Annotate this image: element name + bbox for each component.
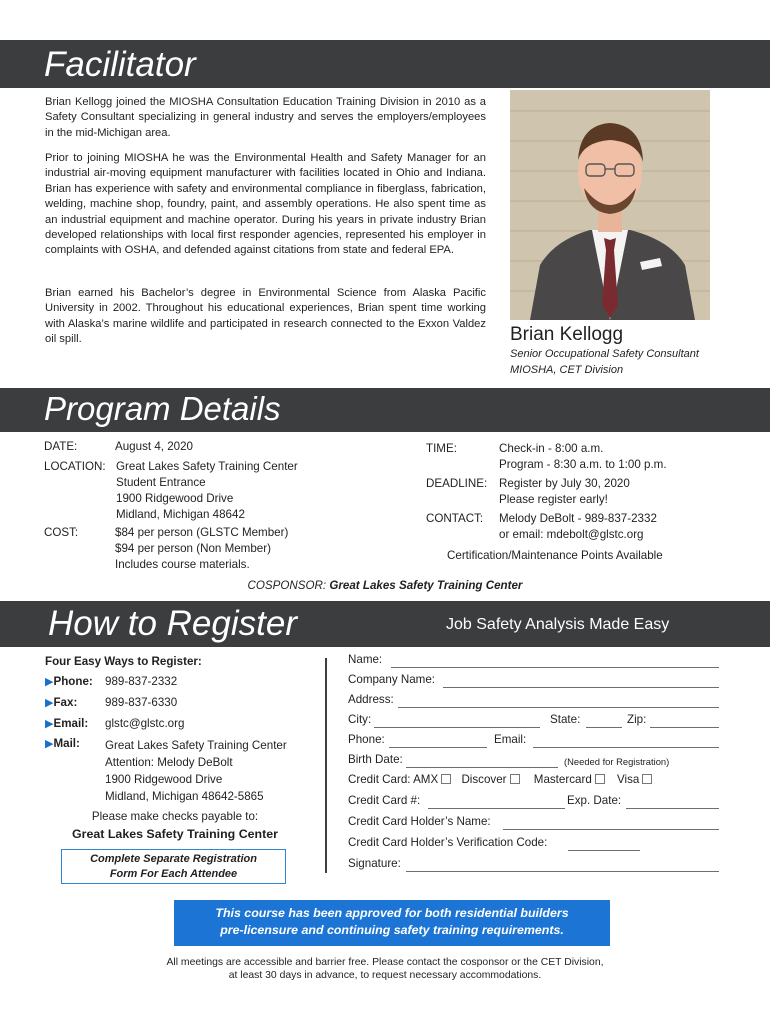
birth-date-label: Birth Date:	[348, 753, 403, 766]
register-header-band	[0, 601, 770, 647]
phone-number: 989-837-2332	[105, 675, 178, 688]
triangle-right-icon: ▶	[45, 718, 54, 730]
exp-date-input[interactable]	[626, 808, 719, 809]
amx-label: Credit Card: AMX	[348, 773, 439, 786]
visa-label: Visa	[617, 773, 640, 786]
email-method: ▶Email:	[45, 717, 89, 730]
facilitator-name: Brian Kellogg	[510, 324, 624, 345]
phone-label: Phone:	[348, 733, 385, 746]
company-input[interactable]	[443, 687, 719, 688]
location-value: Great Lakes Safety Training Center Student Entrance 1900 Ridgewood Drive Midland, Michigan 48642	[116, 460, 298, 521]
cosponsor-label: COSPONSOR:	[247, 579, 327, 592]
card-number-input[interactable]	[428, 808, 565, 809]
address-input[interactable]	[398, 707, 719, 708]
company-label: Company Name:	[348, 673, 435, 686]
card-number-label: Credit Card #:	[348, 794, 421, 807]
cosponsor-line	[0, 579, 770, 592]
triangle-right-icon: ▶	[45, 738, 54, 750]
zip-label: Zip:	[627, 713, 647, 726]
cosponsor-name: Great Lakes Safety Training Center	[329, 579, 523, 592]
holder-name-label: Credit Card Holder’s Name:	[348, 815, 491, 828]
ways-title: Four Easy Ways to Register:	[45, 655, 202, 668]
certification-points: Certification/Maintenance Points Available	[447, 549, 663, 562]
cost-value: $84 per person (GLSTC Member) $94 per person (Non Member) Includes course materials.	[115, 526, 289, 571]
bio-paragraph-2: Prior to joining MIOSHA he was the Environmental Health and Safety Manager for an industrial air-moving equipment manufacturer with facilities located in Ohio and Indiana. Brian has experience with safety and environmental compliance in fiberglass, fabrication, welding, machine shop, foundry, paint, and assembly operations. He also spent time as an industrial equipment and machine operator. During his years in private industry Brian developed relationships with local first responder agencies, represented his employer in complaints with OSHA, and defended against citations from state and federal EPA.	[45, 152, 486, 257]
course-title: Job Safety Analysis Made Easy	[446, 616, 670, 633]
email-label: Email:	[494, 733, 527, 746]
deadline-label: DEADLINE:	[426, 477, 488, 490]
zip-input[interactable]	[650, 727, 719, 728]
triangle-right-icon: ▶	[45, 697, 54, 709]
deadline-value: Register by July 30, 2020 Please register early!	[499, 477, 630, 506]
program-header-band	[0, 388, 770, 432]
birth-date-input[interactable]	[406, 767, 558, 768]
location-label: LOCATION:	[44, 460, 106, 473]
facilitator-org: MIOSHA, CET Division	[510, 364, 624, 376]
facilitator-title: Senior Occupational Safety Consultant	[510, 348, 699, 360]
email-address: glstc@glstc.org	[105, 717, 185, 730]
city-label: City:	[348, 713, 372, 726]
time-label: TIME:	[426, 442, 457, 455]
discover-label: Discover	[461, 773, 507, 786]
register-divider	[325, 658, 327, 873]
program-heading: Program Details	[44, 390, 281, 427]
separate-form-box: Complete Separate Registration Form For Each Attendee	[61, 849, 286, 884]
checks-note: Please make checks payable to:	[91, 810, 259, 823]
credit-card-options	[348, 773, 652, 786]
visa-checkbox[interactable]	[642, 774, 652, 784]
date-label: DATE:	[44, 440, 78, 453]
approval-banner: This course has been approved for both residential builders pre-licensure and continuing safety training requirements.	[174, 900, 610, 946]
facilitator-header-band	[0, 40, 770, 88]
date-value: August 4, 2020	[115, 440, 193, 453]
triangle-right-icon: ▶	[45, 676, 54, 688]
discover-checkbox[interactable]	[510, 774, 520, 784]
fax-method: ▶Fax:	[45, 696, 78, 709]
accessibility-note: All meetings are accessible and barrier free. Please contact the cosponsor or the CET Division, at least 30 days in advance, to request necessary accommodations.	[166, 957, 604, 981]
time-value: Check-in - 8:00 a.m. Program - 8:30 a.m. to 1:00 p.m.	[499, 442, 667, 471]
mail-method: ▶Mail:	[45, 737, 80, 750]
name-label: Name:	[348, 653, 383, 666]
contact-label: CONTACT:	[426, 512, 484, 525]
city-input[interactable]	[374, 727, 540, 728]
address-label: Address:	[348, 693, 394, 706]
mastercard-label: Mastercard	[533, 773, 592, 786]
birth-note: (Needed for Registration)	[564, 756, 670, 767]
facilitator-heading: Facilitator	[44, 45, 196, 84]
phone-method: ▶Phone:	[45, 675, 93, 688]
checks-payee: Great Lakes Safety Training Center	[72, 827, 278, 841]
bio-paragraph-3: Brian earned his Bachelor’s degree in Environmental Science from Alaska Pacific University in 2002. Throughout his educational experiences, Brian spent time working with Alaska’s marine wildlife and participated in research connected to the Exxon Valdez oil spill.	[45, 287, 486, 346]
register-heading: How to Register	[48, 604, 297, 643]
mastercard-checkbox[interactable]	[595, 774, 605, 784]
amx-checkbox[interactable]	[441, 774, 451, 784]
contact-value: Melody DeBolt - 989-837-2332 or email: mdebolt@glstc.org	[499, 512, 657, 541]
email-input[interactable]	[533, 747, 719, 748]
facilitator-photo	[510, 90, 710, 320]
state-label: State:	[550, 713, 581, 726]
bio-paragraph-1: Brian Kellogg joined the MIOSHA Consultation Education Training Division in 2010 as a Safety Consultant specializing in general industry and serves the employers/employees in the mid-Michigan area.	[45, 96, 486, 139]
verification-input[interactable]	[568, 850, 640, 851]
state-input[interactable]	[586, 727, 622, 728]
cost-label: COST:	[44, 526, 79, 539]
holder-name-input[interactable]	[503, 829, 719, 830]
mail-address: Great Lakes Safety Training Center Attention: Melody DeBolt 1900 Ridgewood Drive Midland, Michigan 48642-5865	[105, 739, 287, 803]
name-input[interactable]	[391, 667, 719, 668]
phone-input[interactable]	[389, 747, 487, 748]
signature-label: Signature:	[348, 857, 401, 870]
signature-input[interactable]	[406, 871, 719, 872]
fax-number: 989-837-6330	[105, 696, 178, 709]
verification-label: Credit Card Holder’s Verification Code:	[348, 836, 548, 849]
exp-date-label: Exp. Date:	[567, 794, 622, 807]
